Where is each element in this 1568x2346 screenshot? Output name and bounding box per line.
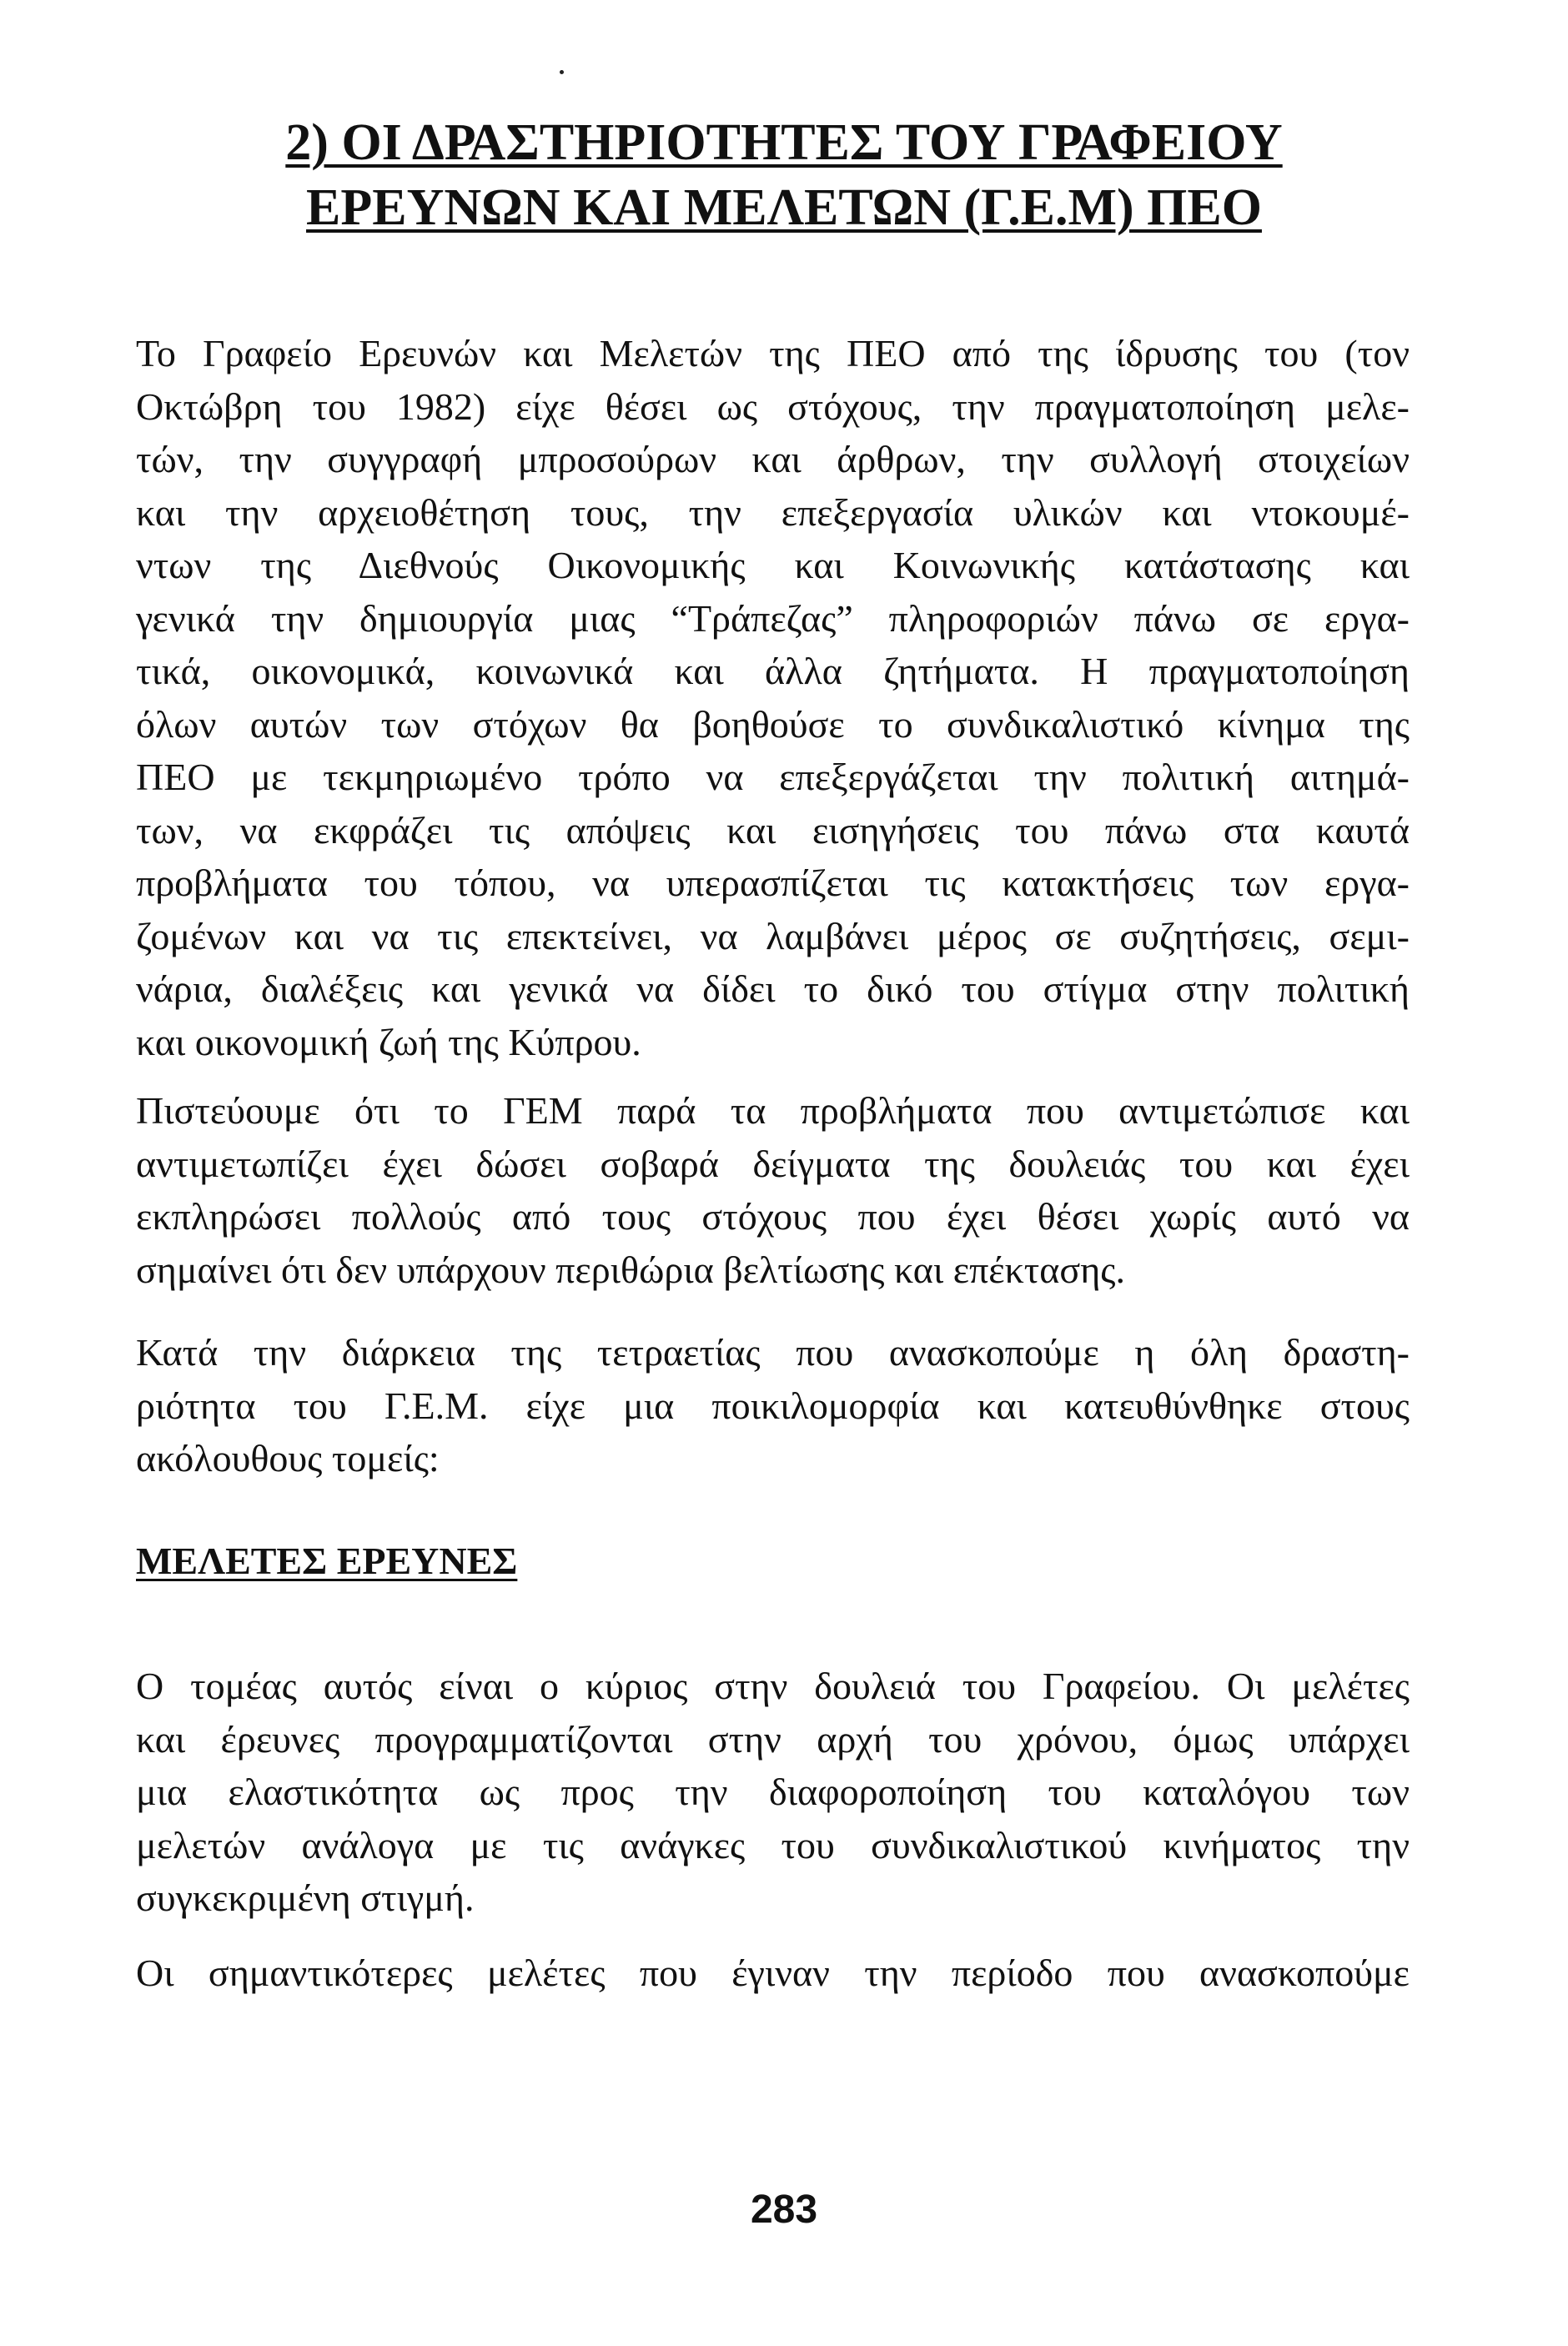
- paragraph-assessment: [136, 1084, 1410, 1296]
- paragraph-line: ζομένων και να τις επεκτείνει, να λαμβάνει μέρος σε συζητήσεις, σεμι-: [136, 914, 1410, 957]
- paragraph-line: και έρευνες προγραμματίζονται στην αρχή του χρόνου, όμως υπάρχει: [136, 1717, 1410, 1761]
- paragraph-line: γενικά την δημιουργία μιας “Τράπεζας” πληροφοριών πάνω σε εργα-: [136, 596, 1410, 640]
- paragraph-main-studies: [136, 1947, 1410, 2000]
- paragraph-line: ΠΕΟ με τεκμηριωμένο τρόπο να επεξεργάζεται την πολιτική αιτημά-: [136, 756, 1410, 798]
- paragraph-line: εκπληρώσει πολλούς από τους στόχους που έχει θέσει χωρίς αυτό να: [136, 1195, 1410, 1238]
- paragraph-line: ντων της Διεθνούς Οικονομικής και Κοινωνικής κατάστασης και: [136, 544, 1410, 586]
- paragraph-line: και οικονομική ζωή της Κύπρου.: [136, 1020, 641, 1063]
- paragraph-line: Το Γραφείο Ερευνών και Μελετών της ΠΕΟ από της ίδρυσης του (τον: [136, 332, 1410, 374]
- title-line-1: 2) ΟΙ ΔΡΑΣΤΗΡΙΟΤΗΤΕΣ ΤΟΥ ΓΡΑΦΕΙΟΥ: [285, 114, 1283, 171]
- section-heading: ΜΕΛΕΤΕΣ ΕΡΕΥΝΕΣ: [136, 1540, 518, 1582]
- paragraph-line: και την αρχειοθέτηση τους, την επεξεργασία υλικών και ντοκουμέ-: [136, 490, 1410, 534]
- paragraph-line: όλων αυτών των στόχων θα βοηθούσε το συνδικαλιστικό κίνημα της: [136, 702, 1410, 746]
- paragraph-line: μελετών ανάλογα με τις ανάγκες του συνδικαλιστικού κινήματος την: [136, 1823, 1410, 1866]
- paragraph-line: συγκεκριμένη στιγμή.: [136, 1876, 475, 1919]
- paragraph-line: ακόλουθους τομείς:: [136, 1437, 440, 1479]
- paragraph-line: αντιμετωπίζει έχει δώσει σοβαρά δείγματα της δουλειάς του και έχει: [136, 1142, 1410, 1185]
- paragraph-line: των, να εκφράζει τις απόψεις και εισηγήσεις του πάνω στα καυτά: [136, 808, 1410, 851]
- paragraph-line: Οκτώβρη του 1982) είχε θέσει ως στόχους, την πραγματοποίηση μελε-: [136, 384, 1410, 428]
- paragraph-line: νάρια, διαλέξεις και γενικά να δίδει το δικό του στίγμα στην πολιτική: [136, 967, 1410, 1010]
- scan-speck: [560, 70, 564, 74]
- paragraph-line: προβλήματα του τόπου, να υπερασπίζεται τις κατακτήσεις των εργα-: [136, 862, 1410, 904]
- paragraph-line: Πιστεύουμε ότι το ΓΕΜ παρά τα προβλήματα που αντιμετώπισε και: [136, 1089, 1410, 1132]
- paragraph-line: Κατά την διάρκεια της τετραετίας που ανασκοπούμε η όλη δραστη-: [136, 1331, 1410, 1374]
- paragraph-line: σημαίνει ότι δεν υπάρχουν περιθώρια βελτίωσης και επέκτασης.: [136, 1248, 1125, 1291]
- title-line-2: ΕΡΕΥΝΩΝ ΚΑΙ ΜΕΛΕΤΩΝ (Γ.Ε.Μ) ΠΕΟ: [306, 179, 1262, 236]
- page-number: 283: [750, 2188, 818, 2232]
- paragraph-line: Ο τομέας αυτός είναι ο κύριος στην δουλειά του Γραφείου. Οι μελέτες: [136, 1665, 1410, 1707]
- paragraph-studies: [136, 1660, 1410, 1925]
- paragraph-sectors: [136, 1326, 1410, 1485]
- paragraph-line: τικά, οικονομικά, κοινωνικά και άλλα ζητήματα. Η πραγματοποίηση: [136, 650, 1410, 692]
- paragraph-line: ριότητα του Γ.Ε.Μ. είχε μια ποικιλομορφία και κατευθύνθηκε στους: [136, 1384, 1410, 1427]
- paragraph-line: Οι σημαντικότερες μελέτες που έγιναν την περίοδο που ανασκοπούμε: [136, 1952, 1410, 1994]
- paragraph-line: μια ελαστικότητα ως προς την διαφοροποίηση του καταλόγου των: [136, 1771, 1410, 1813]
- paragraph-intro: [136, 327, 1410, 1068]
- paragraph-line: τών, την συγγραφή μπροσούρων και άρθρων, την συλλογή στοιχείων: [136, 438, 1410, 480]
- page-title: [150, 110, 1418, 240]
